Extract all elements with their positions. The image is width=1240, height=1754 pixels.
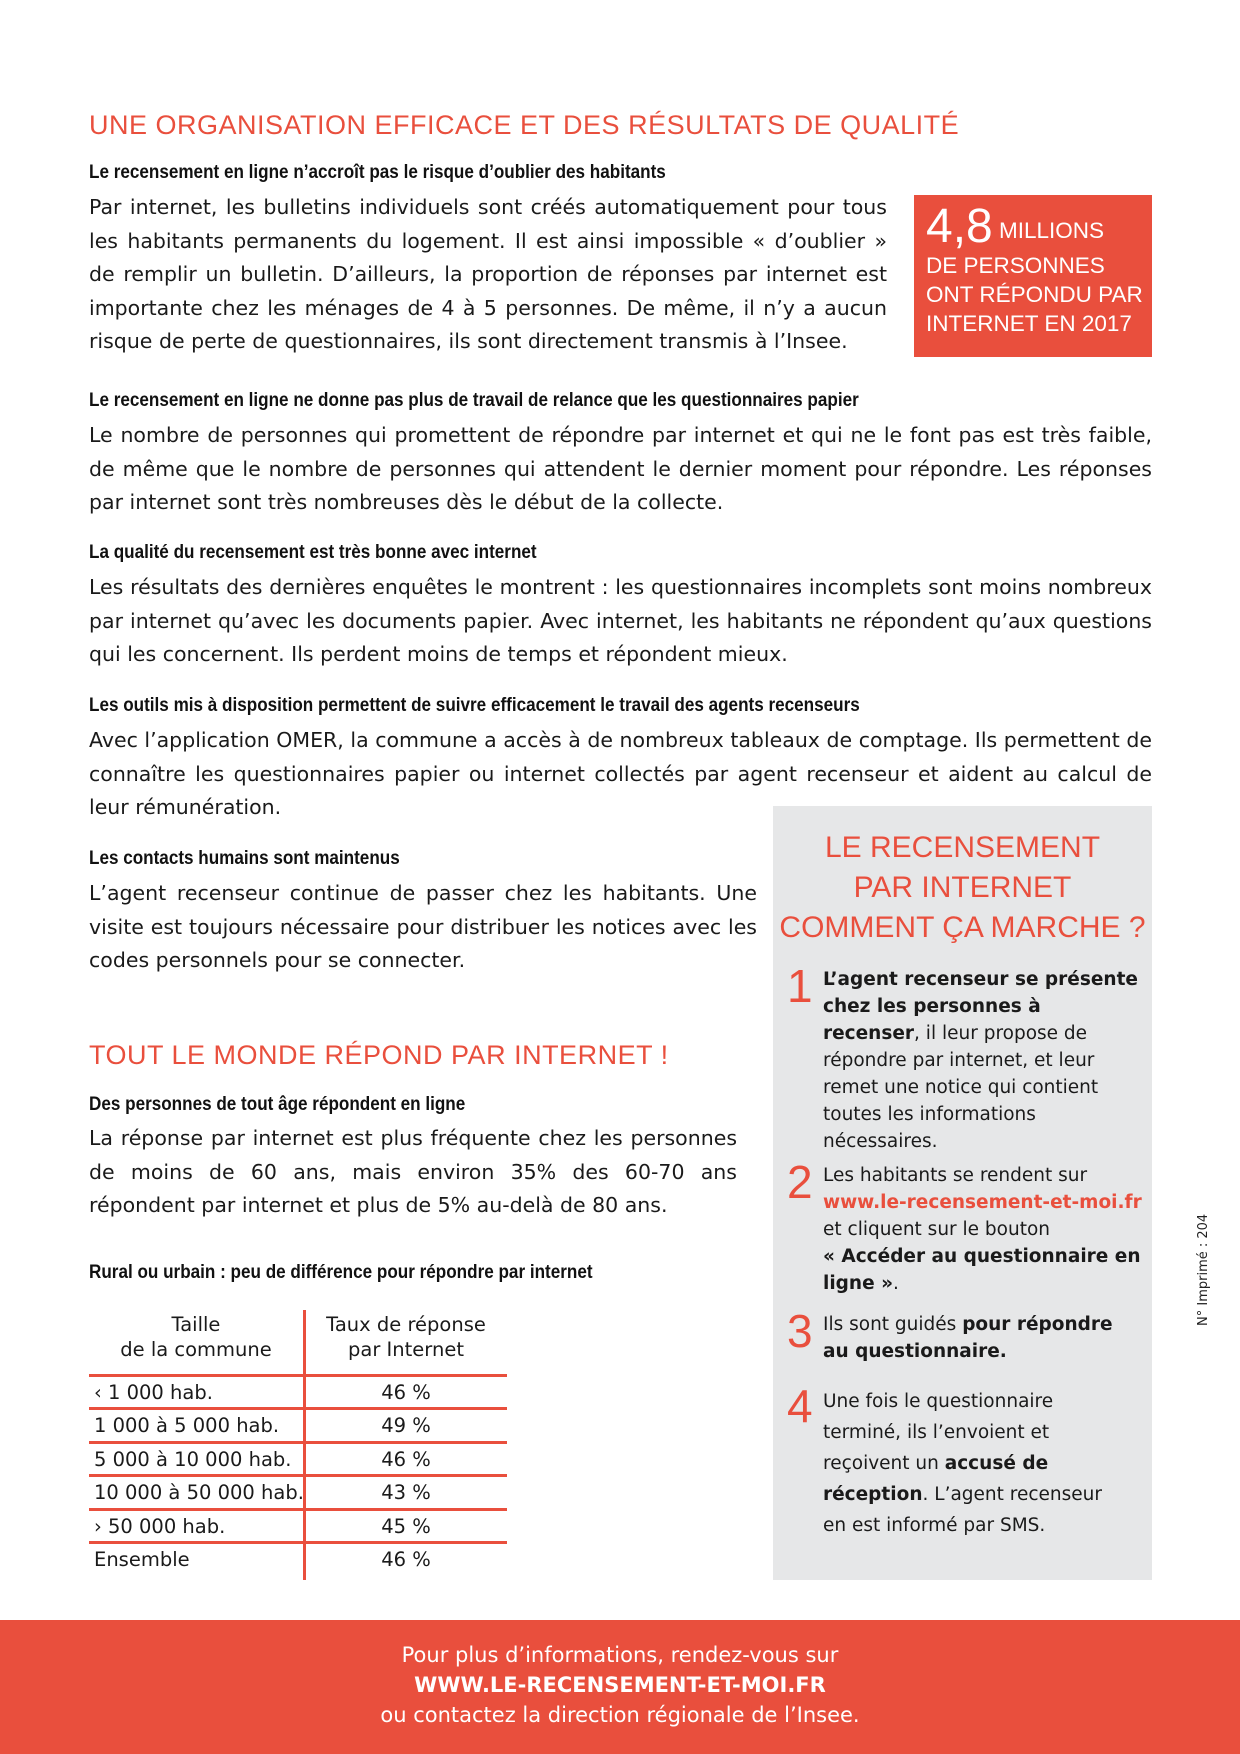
section-title-internet: TOUT LE MONDE RÉPOND PAR INTERNET ! bbox=[89, 1040, 669, 1070]
step-text bbox=[823, 966, 1143, 1155]
footer-line-1: Pour plus d’informations, rendez-vous sur bbox=[401, 1643, 839, 1667]
table-cell-rate: 46 % bbox=[381, 1547, 431, 1571]
footer-website-link[interactable]: WWW.LE-RECENSEMENT-ET-MOI.FR bbox=[414, 1673, 826, 1697]
footer-line-3: ou contactez la direction régionale de l’Insee. bbox=[380, 1703, 860, 1727]
step-text bbox=[823, 1162, 1143, 1297]
table-cell-size: Ensemble bbox=[94, 1547, 190, 1571]
table-cell-rate: 46 % bbox=[381, 1447, 431, 1471]
step-number: 1 bbox=[787, 960, 813, 1012]
step-1-text: , il leur propose de répondre par internet, et leur remet une notice qui contient toutes les informations nécessaires. bbox=[823, 1023, 1099, 1152]
how-it-works-box bbox=[773, 806, 1152, 1580]
paragraph-qualite: Les résultats des dernières enquêtes le montrent : les questionnaires incomplets sont moins nombreux par internet qu’avec les documents papier. Avec internet, les habitants ne répondent qu’aux questions qui les concernent. Ils perdent moins de temps et répondent mieux. bbox=[89, 575, 1152, 666]
table-header-size bbox=[89, 1312, 303, 1362]
table-row bbox=[89, 1444, 507, 1477]
table-cell-rate: 46 % bbox=[381, 1381, 431, 1404]
table-row bbox=[89, 1477, 507, 1510]
table-body bbox=[89, 1377, 507, 1577]
subhead-table: Rural ou urbain : peu de différence pour répondre par internet bbox=[89, 1262, 593, 1283]
how-title-line1: LE RECENSEMENT bbox=[824, 831, 1101, 864]
step-2-text-2: et cliquent sur le bouton bbox=[823, 1219, 1051, 1240]
paragraph-outils: Avec l’application OMER, la commune a accès à de nombreux tableaux de comptage. Ils permettent de connaître les questionnaires papier ou internet collectés par agent recenseur et aident au calcul de leur rémunération. bbox=[89, 728, 1152, 819]
table-header-size-line2: de la commune bbox=[120, 1338, 272, 1361]
table-row bbox=[89, 1377, 507, 1410]
step-2-text-3: . bbox=[893, 1273, 899, 1294]
table-header-rate bbox=[305, 1312, 507, 1362]
step-3-bold: pour répondre au questionnaire. bbox=[823, 1314, 1113, 1362]
how-it-works-title bbox=[773, 828, 1152, 948]
step-number: 4 bbox=[787, 1380, 813, 1432]
table-header-size-line1: Taille bbox=[171, 1313, 221, 1336]
step-2-text: Les habitants se rendent sur bbox=[823, 1165, 1088, 1186]
step-text bbox=[823, 1311, 1143, 1365]
table-cell-rate: 49 % bbox=[381, 1414, 431, 1438]
step-2-bold: « Accéder au questionnaire en ligne » bbox=[823, 1246, 1141, 1294]
table-cell-rate: 43 % bbox=[381, 1481, 431, 1505]
table-row-total bbox=[89, 1544, 507, 1577]
table-cell-size: › 50 000 hab. bbox=[94, 1514, 226, 1538]
step-4-bold: accusé de réception bbox=[823, 1453, 1049, 1505]
stat-number: 4,8 bbox=[926, 200, 993, 253]
table-header-rate-line1: Taux de réponse bbox=[326, 1313, 486, 1336]
website-link[interactable]: www.le-recensement-et-moi.fr bbox=[823, 1192, 1142, 1213]
step-text bbox=[823, 1386, 1123, 1541]
table-header-rate-line2: par Internet bbox=[348, 1338, 464, 1361]
subhead-outils: Les outils mis à disposition permettent de suivre efficacement le travail des agents recenseurs bbox=[89, 695, 860, 716]
table-cell-size: 10 000 à 50 000 hab. bbox=[94, 1481, 304, 1505]
footer-banner bbox=[0, 1620, 1240, 1754]
stat-line-4: INTERNET EN 2017 bbox=[926, 311, 1132, 336]
subhead-age: Des personnes de tout âge répondent en ligne bbox=[89, 1094, 466, 1115]
how-title-line2: PAR INTERNET bbox=[853, 871, 1072, 904]
subhead-relance: Le recensement en ligne ne donne pas plus de travail de relance que les questionnaires papier bbox=[89, 390, 859, 411]
step-3-text: Ils sont guidés bbox=[823, 1314, 963, 1335]
table-cell-size: ‹ 1 000 hab. bbox=[94, 1381, 213, 1404]
response-rate-table bbox=[89, 1310, 507, 1571]
stat-line-1: MILLIONS bbox=[999, 218, 1105, 243]
subhead-contacts: Les contacts humains sont maintenus bbox=[89, 848, 400, 869]
subhead-qualite: La qualité du recensement est très bonne avec internet bbox=[89, 542, 537, 563]
step-number: 3 bbox=[787, 1305, 813, 1357]
paragraph-age: La réponse par internet est plus fréquente chez les personnes de moins de 60 ans, mais environ 35% des 60-70 ans répondent par internet et plus de 5% au-delà de 80 ans. bbox=[89, 1126, 737, 1217]
subhead-oublier: Le recensement en ligne n’accroît pas le risque d’oublier des habitants bbox=[89, 162, 666, 183]
table-cell-size: 5 000 à 10 000 hab. bbox=[94, 1447, 292, 1471]
table-header bbox=[89, 1310, 507, 1374]
table-cell-rate: 45 % bbox=[381, 1514, 431, 1538]
stat-box bbox=[914, 195, 1152, 357]
paragraph-contacts: L’agent recenseur continue de passer chez les habitants. Une visite est toujours nécessaire pour distribuer les notices avec les codes personnels pour se connecter. bbox=[89, 881, 757, 972]
stat-line-3: ONT RÉPONDU PAR bbox=[926, 282, 1143, 307]
table-cell-size: 1 000 à 5 000 hab. bbox=[94, 1414, 280, 1438]
step-4-text: Une fois le questionnaire terminé, ils l’envoient et reçoivent un bbox=[823, 1391, 1054, 1474]
section-title-organisation: UNE ORGANISATION EFFICACE ET DES RÉSULTATS DE QUALITÉ bbox=[89, 110, 960, 140]
paragraph-oublier: Par internet, les bulletins individuels sont créés automatiquement pour tous les habitants permanents du logement. Il est ainsi impossible « d’oublier » de remplir un bulletin. D’ailleurs, la proportion de réponses par internet est importante chez les ménages de 4 à 5 personnes. De même, il n’y a aucun risque de perte de questionnaires, ils sont directement transmis à l’Insee. bbox=[89, 195, 887, 353]
how-title-line3: COMMENT ÇA MARCHE ? bbox=[779, 911, 1146, 944]
paragraph-relance: Le nombre de personnes qui promettent de répondre par internet et qui ne le font pas est très faible, de même que le nombre de personnes qui attendent le dernier moment pour répondre. Les réponses par internet sont très nombreuses dès le début de la collecte. bbox=[89, 423, 1152, 514]
table-row bbox=[89, 1511, 507, 1544]
print-number: N° Imprimé : 204 bbox=[1196, 1213, 1211, 1326]
step-1-bold: L’agent recenseur se présente chez les personnes à recenser bbox=[823, 969, 1138, 1044]
table-row bbox=[89, 1410, 507, 1443]
step-4-text-2: . L’agent recenseur en est informé par SMS. bbox=[823, 1484, 1102, 1536]
stat-line-2: DE PERSONNES bbox=[926, 253, 1105, 278]
step-number: 2 bbox=[787, 1156, 813, 1208]
